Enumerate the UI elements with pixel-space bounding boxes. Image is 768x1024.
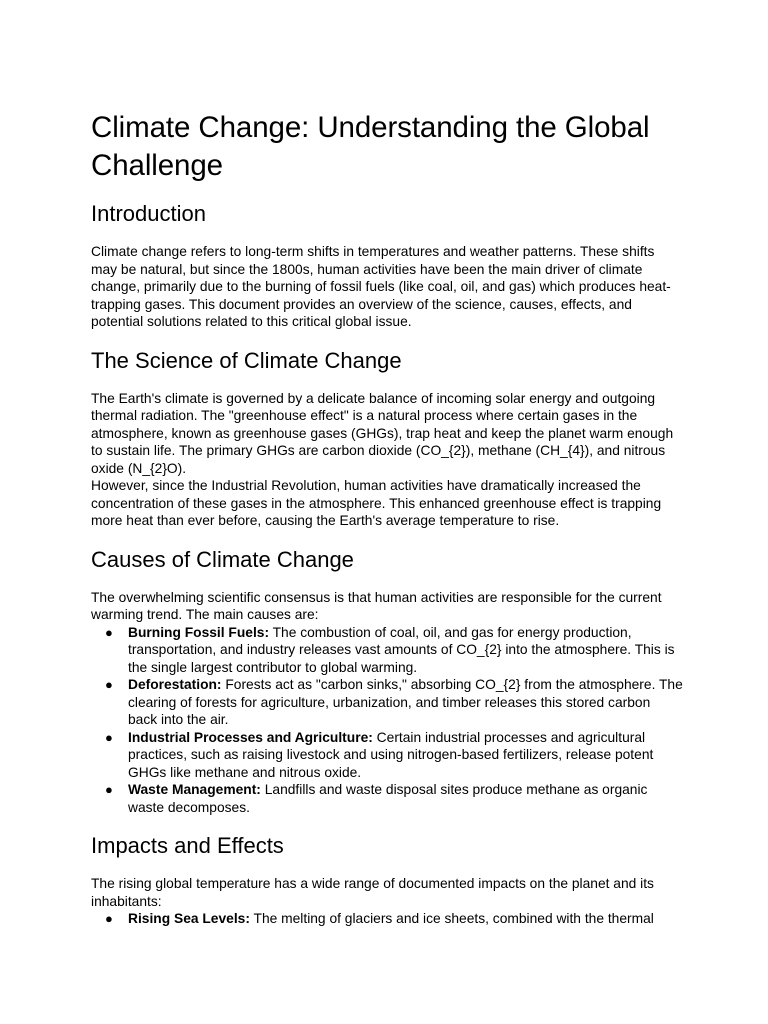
list-item (91, 910, 683, 928)
paragraph: The overwhelming scientific consensus is that human activities are responsible for the current warming trend. The main causes are: (91, 589, 662, 622)
paragraph: Climate change refers to long-term shifts in temperatures and weather patterns. These shifts may be natural, but since the 1800s, human activities have been the main driver of climate change, primarily due to the burning of fossil fuels (like coal, oil, and gas) which produces heat-trapping gases. This document provides an overview of the science, causes, effects, and potential solutions related to this critical global issue. (91, 244, 671, 329)
list-item-text: The melting of glaciers and ice sheets, combined with the thermal (249, 911, 654, 926)
paragraph: However, since the Industrial Revolution, human activities have dramatically increased the concentration of these gases in the atmosphere. This enhanced greenhouse effect is trapping more heat than ever before, causing the Earth's average temperature to rise. (91, 478, 662, 528)
bullet-list (91, 910, 683, 928)
paragraph: The rising global temperature has a wide range of documented impacts on the planet and its inhabitants: (91, 876, 654, 909)
bullet-icon: ● (105, 624, 113, 640)
list-item (91, 781, 683, 816)
paragraph: The Earth's climate is governed by a delicate balance of incoming solar energy and outgoing thermal radiation. The "greenhouse effect" is a natural process where certain gases in the atmosphere, known as greenhouse gases (GHGs), trap heat and keep the planet warm enough to sustain life. The primary GHGs are carbon dioxide (CO_{2}), methane (CH_{4}), and nitrous oxide (N_{2}O). (91, 390, 674, 476)
list-item-term: Waste Management: (128, 782, 261, 797)
section-impacts (91, 832, 683, 928)
section-introduction (91, 200, 683, 331)
document-title: Climate Change: Understanding the Global Challenge (91, 111, 650, 182)
list-item-text: Landfills and waste disposal sites produce methane as organic waste decomposes. (128, 782, 648, 815)
bullet-icon: ● (105, 677, 113, 692)
list-item-text: The combustion of coal, oil, and gas for energy production, transportation, and industry releases vast amounts of CO_{2} into the atmosphere. This is the single largest contributor to global warming. (128, 624, 675, 675)
section-causes (91, 546, 683, 817)
list-item-term: Deforestation: (128, 677, 222, 692)
document-content (91, 109, 683, 928)
list-item-text: Certain industrial processes and agricultural practices, such as raising livestock and using nitrogen-based fertilizers, release potent GHGs like methane and nitrous oxide. (128, 729, 654, 780)
bullet-icon: ● (105, 782, 113, 797)
section-heading: The Science of Climate Change (91, 347, 402, 373)
list-item (91, 624, 683, 677)
list-item (91, 676, 683, 729)
section-science (91, 347, 683, 530)
list-item-text: Forests act as "carbon sinks," absorbing CO_{2} from the atmosphere. The clearing of forests for agriculture, urbanization, and timber releases this stored carbon back into the air. (128, 677, 683, 727)
section-heading: Impacts and Effects (91, 833, 284, 858)
bullet-icon: ● (105, 729, 113, 745)
list-item-term: Rising Sea Levels: (128, 911, 250, 926)
list-item-term: Burning Fossil Fuels: (128, 624, 270, 640)
bullet-list (91, 624, 683, 817)
section-heading: Introduction (91, 201, 206, 226)
bullet-icon: ● (105, 911, 113, 926)
list-item (91, 729, 683, 782)
list-item-term: Industrial Processes and Agriculture: (128, 729, 373, 745)
section-heading: Causes of Climate Change (91, 546, 354, 572)
